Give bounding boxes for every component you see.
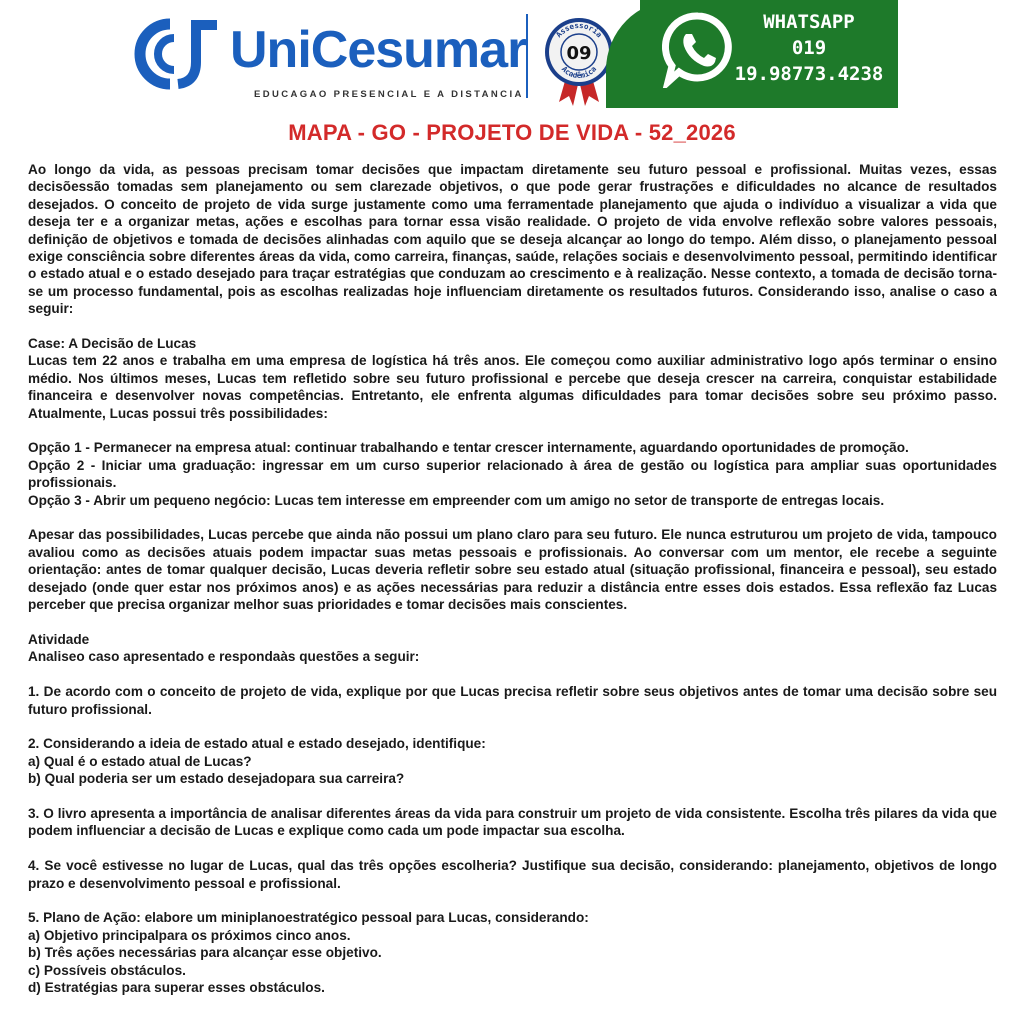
whatsapp-number: 19.98773.4238	[734, 63, 884, 85]
document-body	[28, 161, 997, 996]
question-2a: a) Qual é o estado atual de Lucas?	[28, 753, 252, 769]
option-3: Opção 3 - Abrir um pequeno negócio: Lucas tem interesse em empreender com um amigo no setor de transporte de entregas locais.	[28, 492, 885, 508]
assessoria-seal-icon	[543, 16, 615, 106]
whatsapp-ddd: 019	[791, 37, 827, 59]
question-2: 2. Considerando a ideia de estado atual e estado desejado, identifique:	[28, 736, 486, 752]
header	[0, 0, 1024, 110]
activity-instruction: Analiseo caso apresentado e respondaàs questões a seguir:	[28, 649, 420, 665]
logo-tagline: EDUCAGAO PRESENCIAL E A DISTANCIA	[254, 89, 524, 100]
option-1: Opção 1 - Permanecer na empresa atual: continuar trabalhando e tentar crescer internamente, aguardando oportunidades de promoção.	[28, 440, 909, 456]
question-5: 5. Plano de Ação: elabore um miniplanoestratégico pessoal para Lucas, considerando:	[28, 910, 589, 926]
question-5d: d) Estratégias para superar esses obstáculos.	[28, 979, 325, 995]
seal-center-text: 09	[566, 43, 592, 64]
logo-wordmark: UniCesumar	[230, 21, 527, 79]
question-3: 3. O livro apresenta a importância de analisar diferentes áreas da vida para construir um projeto de vida consistente. Escolha três pilares da vida que podem influenciar a decisão de Lucas e explique como cada um pode impactar sua escolha.	[28, 805, 997, 839]
whatsapp-contact[interactable]	[734, 9, 884, 87]
question-2b: b) Qual poderia ser um estado desejadopara sua carreira?	[28, 771, 405, 787]
question-5c: c) Possíveis obstáculos.	[28, 962, 186, 978]
context-paragraph: Apesar das possibilidades, Lucas percebe que ainda não possui um plano claro para seu futuro. Ele nunca estruturou um projeto de vida, tampouco avaliou como as decisões atuais podem impactar suas metas pessoais e profissionais. Ao conversar com um mentor, ele recebe a seguinte orientação: antes de tomar qualquer decisão, Lucas deveria refletir sobre seu estado atual (situação profissional, financeira e pessoal), seu estado desejado (onde quer estar nos próximos anos) e as ações necessárias para reduzir a distância entre esses dois estados. Essa reflexão faz Lucas perceber que precisa organizar melhor suas prioridades e tomar decisões mais conscientes.	[28, 527, 997, 613]
whatsapp-label: WHATSAPP	[763, 11, 855, 33]
question-1: 1. De acordo com o conceito de projeto de vida, explique por que Lucas precisa refletir sobre seus objetivos antes de tomar uma decisão sobre seu futuro profissional.	[28, 684, 997, 717]
seal-text-top: Assessoria	[554, 20, 604, 40]
question-4: 4. Se você estivesse no lugar de Lucas, qual das três opções escolheria? Justifique sua decisão, considerando: planejamento, objetivos de longo prazo e desenvolvimento pessoal e profissional.	[28, 858, 997, 891]
case-paragraph: Lucas tem 22 anos e trabalha em uma empresa de logística há três anos. Ele começou como auxiliar administrativo logo após terminar o ensino médio. Nos últimos meses, Lucas tem refletido sobre seu futuro profissional e percebe que deseja crescer na carreira, conquistar estabilidade financeira e desenvolver novas competências. Entretanto, ele enfrenta algumas dificuldades para tomar decisões sobre seu próximo passo. Atualmente, Lucas possui três possibilidades:	[28, 353, 997, 421]
whatsapp-icon[interactable]	[662, 12, 734, 88]
option-2: Opção 2 - Iniciar uma graduação: ingressar em um curso superior relacionado à área de gestão ou logística para ampliar suas oportunidades profissionais.	[28, 457, 997, 491]
activity-heading: Atividade	[28, 631, 90, 647]
header-divider	[526, 14, 528, 98]
question-5a: a) Objetivo principalpara os próximos cinco anos.	[28, 927, 351, 943]
question-5b: b) Três ações necessárias para alcançar esse objetivo.	[28, 945, 382, 961]
intro-paragraph: Ao longo da vida, as pessoas precisam tomar decisões que impactam diretamente seu futuro pessoal e profissional. Muitas vezes, essas decisõessão tomadas sem planejamento ou sem clarezade objetivos, o que pode gerar frustrações e dificuldades no alcance de resultados desejados. O conceito de projeto de vida surge justamente como uma ferramentade planejamento que ajuda o indivíduo a visualizar a vida que deseja ter e a organizar metas, ações e escolhas para tornar essa visão realidade. O projeto de vida envolve reflexão sobre valores pessoais, definição de objetivos e tomada de decisões alinhadas com aquilo que se deseja alcançar ao longo do tempo. Além disso, o planejamento pessoal exige consciência sobre diferentes áreas da vida, como carreira, finanças, saúde, relações sociais e desenvolvimento pessoal, permitindo identificar o estado atual e o estado desejado para traçar estratégias que conduzam ao crescimento e à realização. Nesse contexto, a tomada de decisão torna-se um processo fundamental, pois as escolhas realizadas hoje influenciam diretamente os resultados futuros. Considerando isso, analise o caso a seguir:	[28, 162, 997, 317]
case-heading: Case: A Decisão de Lucas	[28, 336, 197, 352]
seal-text-bottom: Acadêmica	[559, 64, 599, 80]
unicesumar-logo-icon	[134, 18, 222, 90]
document-title: MAPA - GO - PROJETO DE VIDA - 52_2026	[288, 120, 736, 145]
